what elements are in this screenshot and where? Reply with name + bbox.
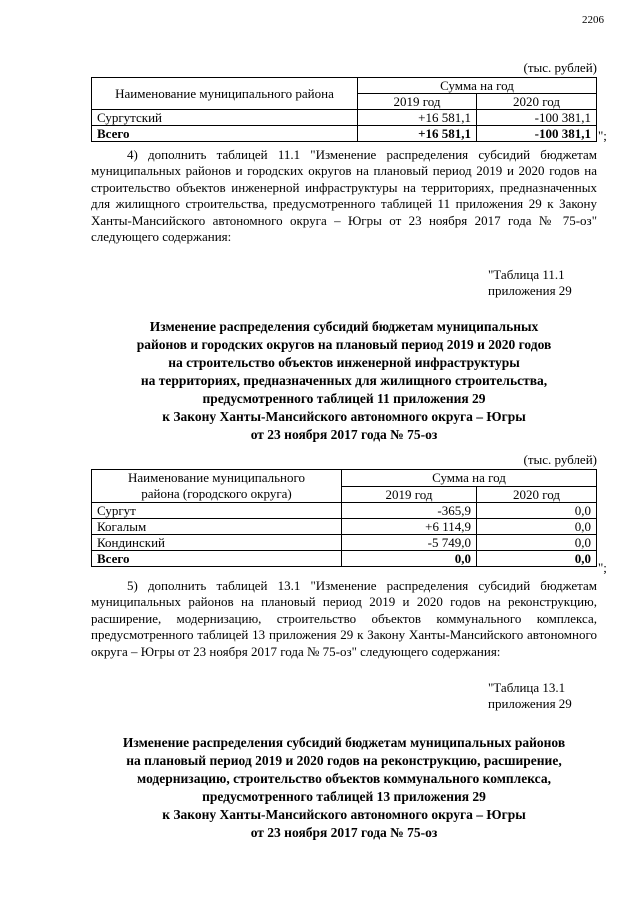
note1-line1: "Таблица 11.1 [488, 267, 565, 282]
paragraph-4: 4) дополнить таблицей 11.1 "Изменение распределения субсидий бюджетам муниципальных районов и городских округов на плановый период 2019 и 2020 годов на строительство объектов инженерной инфраструктуры на территориях, предназначенных для жилищного строительства, предусмотренного таблицей 11 приложения 29 к Закону Ханты-Мансийского автономного округа – Югры от 23 ноября 2017 года № 75-оз" следующего содержания: [91, 147, 597, 245]
table-row [92, 110, 597, 126]
table1-total-2019: +16 581,1 [358, 126, 477, 142]
table1-total-row [92, 126, 597, 142]
table2-header-year1: 2019 год [342, 486, 477, 503]
table2-header-sum: Сумма на год [342, 470, 597, 487]
heading2-line: от 23 ноября 2017 года № 75-оз [250, 825, 438, 840]
table-13-1-note [398, 680, 598, 713]
table2-header-name: Наименование муниципального района (городского округа) [92, 470, 342, 503]
heading1-line: Изменение распределения субсидий бюджетам муниципальных [149, 319, 539, 334]
table1-total-2020: -100 381,1 [477, 126, 597, 142]
table2-total-row: Всего 0,0 0,0 [92, 551, 597, 567]
table-row: Когалым +6 114,9 0,0 [92, 519, 597, 535]
table1-trailing: "; [598, 128, 607, 143]
table1-row-name: Сургутский [92, 110, 358, 126]
heading1-line: предусмотренного таблицей 11 приложения 29 [202, 391, 486, 406]
table-11-1-note [398, 267, 598, 300]
table1-units: (тыс. рублей) [523, 60, 597, 75]
note1-line2: приложения 29 [488, 283, 572, 299]
heading2-line: модернизацию, строительство объектов коммунального комплекса, [137, 771, 551, 786]
note2-line1: "Таблица 13.1 [488, 680, 566, 695]
heading-table-11-1 [91, 318, 597, 444]
table-row: Сургут -365,9 0,0 [92, 503, 597, 519]
table2-trailing: "; [598, 560, 607, 575]
table1-header-year2: 2020 год [477, 94, 597, 110]
heading1-line: районов и городских округов на плановый период 2019 и 2020 годов [136, 337, 552, 352]
table1-block [91, 60, 597, 142]
note2-line2: приложения 29 [488, 696, 572, 712]
table2 [91, 469, 597, 567]
table1-header-year1: 2019 год [358, 94, 477, 110]
heading1-line: от 23 ноября 2017 года № 75-оз [250, 427, 438, 442]
table1-header-sum: Сумма на год [358, 78, 597, 94]
heading-table-13-1 [91, 734, 597, 842]
paragraph-5: 5) дополнить таблицей 13.1 "Изменение распределения субсидий бюджетам муниципальных районов на плановый период 2019 и 2020 годов на реконструкцию, расширение, модернизацию, строительство объектов коммунального комплекса, предусмотренного таблицей 13 приложения 29 к Закону Ханты-Мансийского автономного округа – Югры от 23 ноября 2017 года № 75-оз" следующего содержания: [91, 578, 597, 659]
table1-row-2019: +16 581,1 [358, 110, 477, 126]
heading2-line: на плановый период 2019 и 2020 годов на реконструкцию, расширение, [126, 753, 562, 768]
heading2-line: предусмотренного таблицей 13 приложения 29 [202, 789, 486, 804]
page-number: 2206 [582, 14, 604, 26]
heading2-line: к Закону Ханты-Мансийского автономного округа – Югры [162, 807, 526, 822]
table1-total-name: Всего [92, 126, 358, 142]
table1-row-2020: -100 381,1 [477, 110, 597, 126]
table1-header-name: Наименование муниципального района [92, 78, 358, 110]
heading1-line: на строительство объектов инженерной инфраструктуры [168, 355, 520, 370]
table1 [91, 77, 597, 142]
heading1-line: на территориях, предназначенных для жилищного строительства, [140, 373, 548, 388]
heading1-line: к Закону Ханты-Мансийского автономного округа – Югры [162, 409, 526, 424]
table2-units: (тыс. рублей) [523, 452, 597, 467]
table-row: Кондинский -5 749,0 0,0 [92, 535, 597, 551]
table2-header-year2: 2020 год [477, 486, 597, 503]
heading2-line: Изменение распределения субсидий бюджетам муниципальных районов [122, 735, 566, 750]
table2-block [91, 452, 597, 567]
